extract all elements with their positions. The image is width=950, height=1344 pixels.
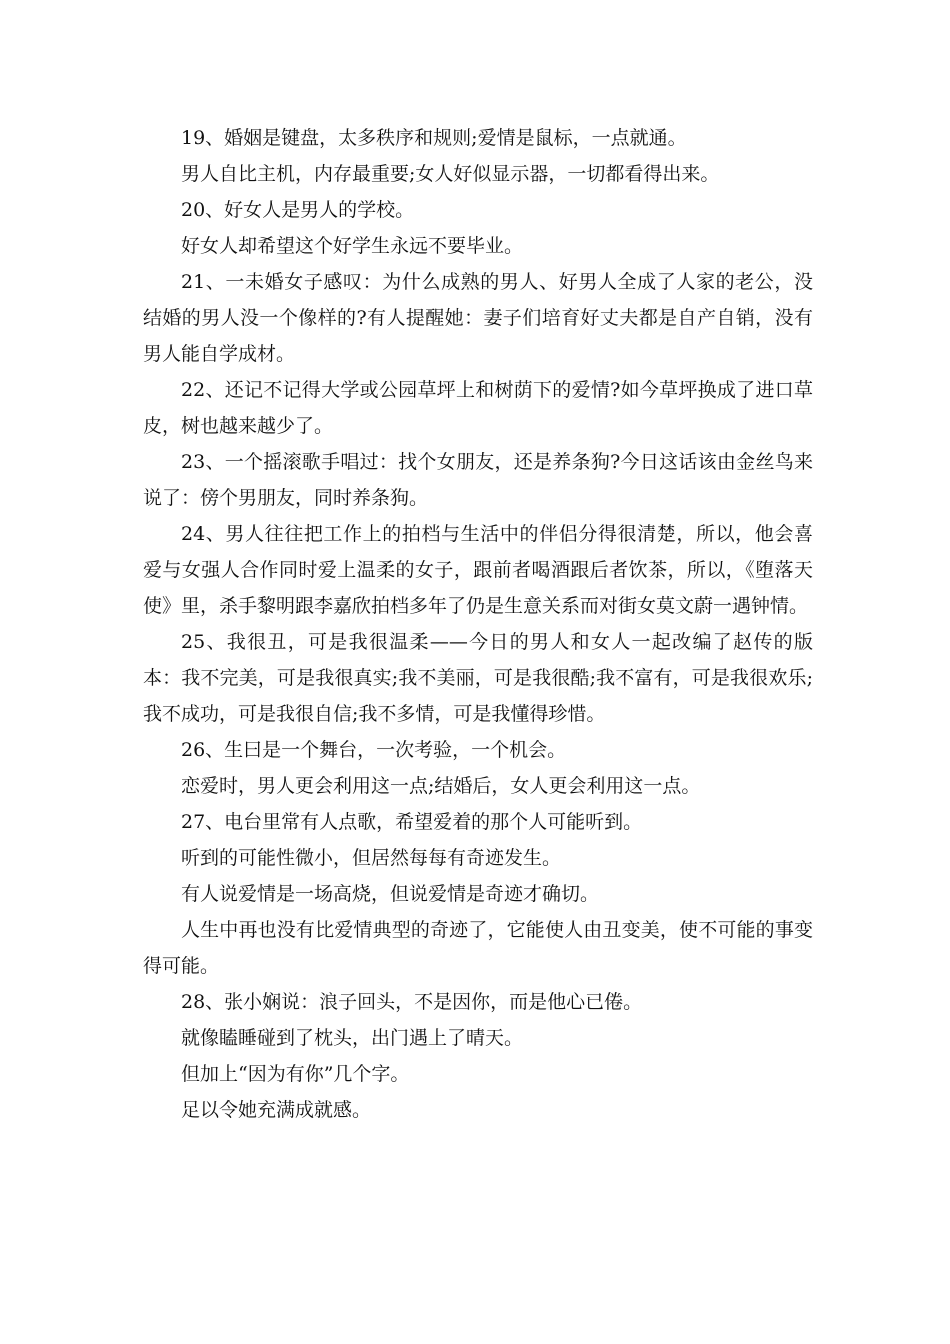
paragraph: 27、电台里常有人点歌，希望爱着的那个人可能听到。 [181,811,643,833]
paragraph: 28、张小娴说：浪子回头，不是因你，而是他心已倦。 [181,991,643,1013]
paragraph: 就像瞌睡碰到了枕头，出门遇上了晴天。 [181,1027,524,1049]
paragraph: 但加上“因为有你”几个字。 [181,1063,410,1085]
paragraph: 好女人却希望这个好学生永远不要毕业。 [181,235,524,257]
paragraph: 足以令她充满成就感。 [181,1099,372,1121]
paragraph: 有人说爱情是一场高烧，但说爱情是奇迹才确切。 [181,883,600,905]
paragraph: 23、一个摇滚歌手唱过：找个女朋友，还是养条狗?今日这话该由金丝鸟来说了：傍个男朋友，同时养条狗。 [143,451,813,509]
paragraph: 男人自比主机，内存最重要;女人好似显示器，一切都看得出来。 [181,163,720,185]
paragraph: 19、婚姻是键盘，太多秩序和规则;爱情是鼠标，一点就通。 [181,127,687,149]
paragraph: 24、男人往往把工作上的拍档与生活中的伴侣分得很清楚，所以，他会喜爱与女强人合作同时爱上温柔的女子，跟前者喝酒跟后者饮茶，所以，《堕落天使》里，杀手黎明跟李嘉欣拍档多年了仍是生意关系而对街女莫文蔚一遇钟情。 [143,523,813,617]
paragraph: 25、我很丑，可是我很温柔——今日的男人和女人一起改编了赵传的版本：我不完美，可是我很真实;我不美丽，可是我很酷;我不富有，可是我很欢乐;我不成功，可是我很自信;我不多情，可是我懂得珍惜。 [143,631,813,725]
document-body [143,120,813,1128]
paragraph: 21、一未婚女子感叹：为什么成熟的男人、好男人全成了人家的老公，没结婚的男人没一个像样的?有人提醒她：妻子们培育好丈夫都是自产自销，没有男人能自学成材。 [143,271,813,365]
paragraph: 22、还记不记得大学或公园草坪上和树荫下的爱情?如今草坪换成了进口草皮，树也越来越少了。 [143,379,813,437]
paragraph: 人生中再也没有比爱情典型的奇迹了，它能使人由丑变美，使不可能的事变得可能。 [143,919,813,977]
paragraph: 20、好女人是男人的学校。 [181,199,415,221]
paragraph: 26、生曰是一个舞台，一次考验，一个机会。 [181,739,567,761]
paragraph: 听到的可能性微小，但居然每每有奇迹发生。 [181,847,562,869]
paragraph: 恋爱时，男人更会利用这一点;结婚后，女人更会利用这一点。 [181,775,701,797]
